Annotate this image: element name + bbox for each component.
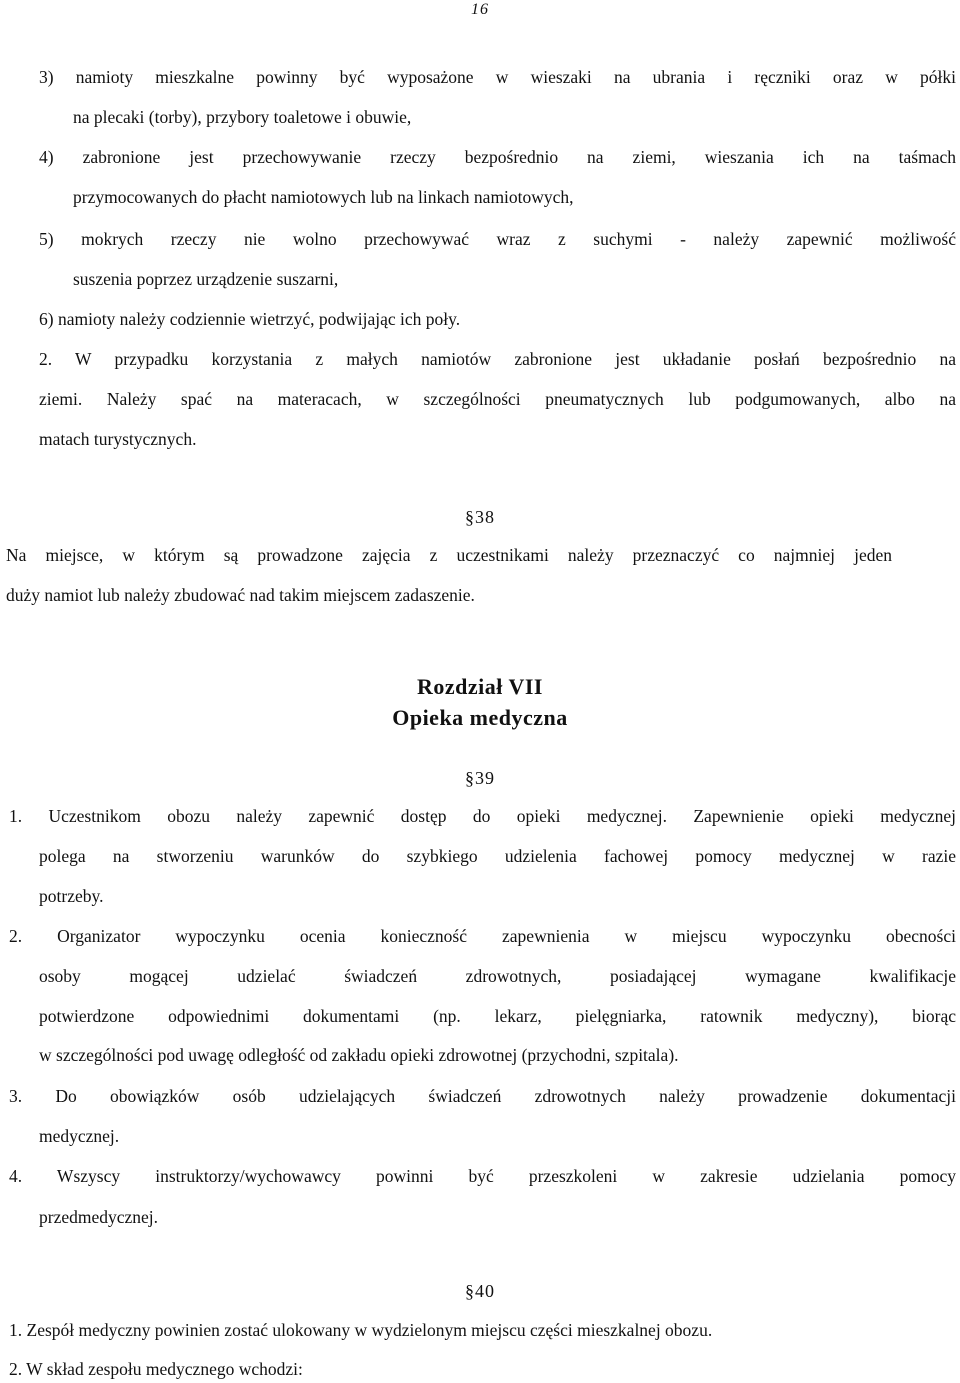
- section-heading-40: §40: [465, 1281, 495, 1301]
- paragraph-2-line-3: matach turystycznych.: [39, 429, 197, 449]
- section-39-p1-line-3: potrzeby.: [39, 886, 104, 906]
- chapter-subtitle: Opieka medyczna: [392, 705, 568, 730]
- list-item-5-line-1: 5) mokrych rzeczy nie wolno przechowywać wraz z suchymi - należy zapewnić możliwość: [39, 229, 956, 249]
- section-39-p1-line-2: polega na stworzeniu warunków do szybkiego udzielenia fachowej pomocy medycznej w razie: [39, 846, 956, 866]
- section-39-p1-line-1: 1. Uczestnikom obozu należy zapewnić dostęp do opieki medycznej. Zapewnienie opieki medycznej: [9, 806, 956, 826]
- section-39-p2-line-3: potwierdzone odpowiednimi dokumentami (np. lekarz, pielęgniarka, ratownik medyczny), biorąc: [39, 1006, 956, 1026]
- list-item-5-line-2: suszenia poprzez urządzenie suszarni,: [73, 269, 339, 289]
- list-item-6-line-1: 6) namioty należy codziennie wietrzyć, podwijając ich poły.: [39, 309, 461, 329]
- chapter-title: Rozdział VII: [417, 674, 543, 699]
- section-heading-39: §39: [465, 768, 495, 788]
- list-item-4-line-2: przymocowanych do płacht namiotowych lub na linkach namiotowych,: [73, 187, 574, 207]
- section-heading-38: §38: [465, 507, 495, 527]
- section-40-p1-line-1: 1. Zespół medyczny powinien zostać ulokowany w wydzielonym miejscu części mieszkalnej obozu.: [9, 1320, 713, 1340]
- section-39-p2-line-1: 2. Organizator wypoczynku ocenia konieczność zapewnienia w miejscu wypoczynku obecności: [9, 926, 956, 946]
- section-39-p2-line-4: w szczególności pod uwagę odległość od zakładu opieki zdrowotnej (przychodni, szpitala).: [39, 1045, 679, 1065]
- section-39-p3-line-2: medycznej.: [39, 1126, 120, 1146]
- section-39-p2-line-2: osoby mogącej udzielać świadczeń zdrowotnych, posiadającej wymagane kwalifikacje: [39, 966, 956, 986]
- paragraph-2-line-1: 2. W przypadku korzystania z małych namiotów zabronione jest układanie posłań bezpośrednio na: [39, 349, 956, 369]
- section-38-line-1: Na miejsce, w którym są prowadzone zajęcia z uczestnikami należy przeznaczyć co najmniej jeden: [6, 545, 892, 565]
- list-item-3-line-1: 3) namioty mieszkalne powinny być wyposażone w wieszaki na ubrania i ręczniki oraz w półki: [39, 67, 956, 87]
- list-item-4-line-1: 4) zabronione jest przechowywanie rzeczy bezpośrednio na ziemi, wieszania ich na taśmach: [39, 147, 956, 167]
- page-number: 16: [471, 1, 489, 18]
- paragraph-2-line-2: ziemi. Należy spać na materacach, w szczególności pneumatycznych lub podgumowanych, albo na: [39, 389, 956, 409]
- section-40-p2-line-1: 2. W skład zespołu medycznego wchodzi:: [9, 1359, 303, 1379]
- section-39-p4-line-2: przedmedycznej.: [39, 1207, 159, 1227]
- section-39-p3-line-1: 3. Do obowiązków osób udzielających świadczeń zdrowotnych należy prowadzenie dokumentacji: [9, 1086, 956, 1106]
- list-item-3-line-2: na plecaki (torby), przybory toaletowe i obuwie,: [73, 107, 412, 127]
- section-38-line-2: duży namiot lub należy zbudować nad takim miejscem zadaszenie.: [6, 585, 475, 605]
- section-39-p4-line-1: 4. Wszyscy instruktorzy/wychowawcy powinni być przeszkoleni w zakresie udzielania pomocy: [9, 1166, 956, 1186]
